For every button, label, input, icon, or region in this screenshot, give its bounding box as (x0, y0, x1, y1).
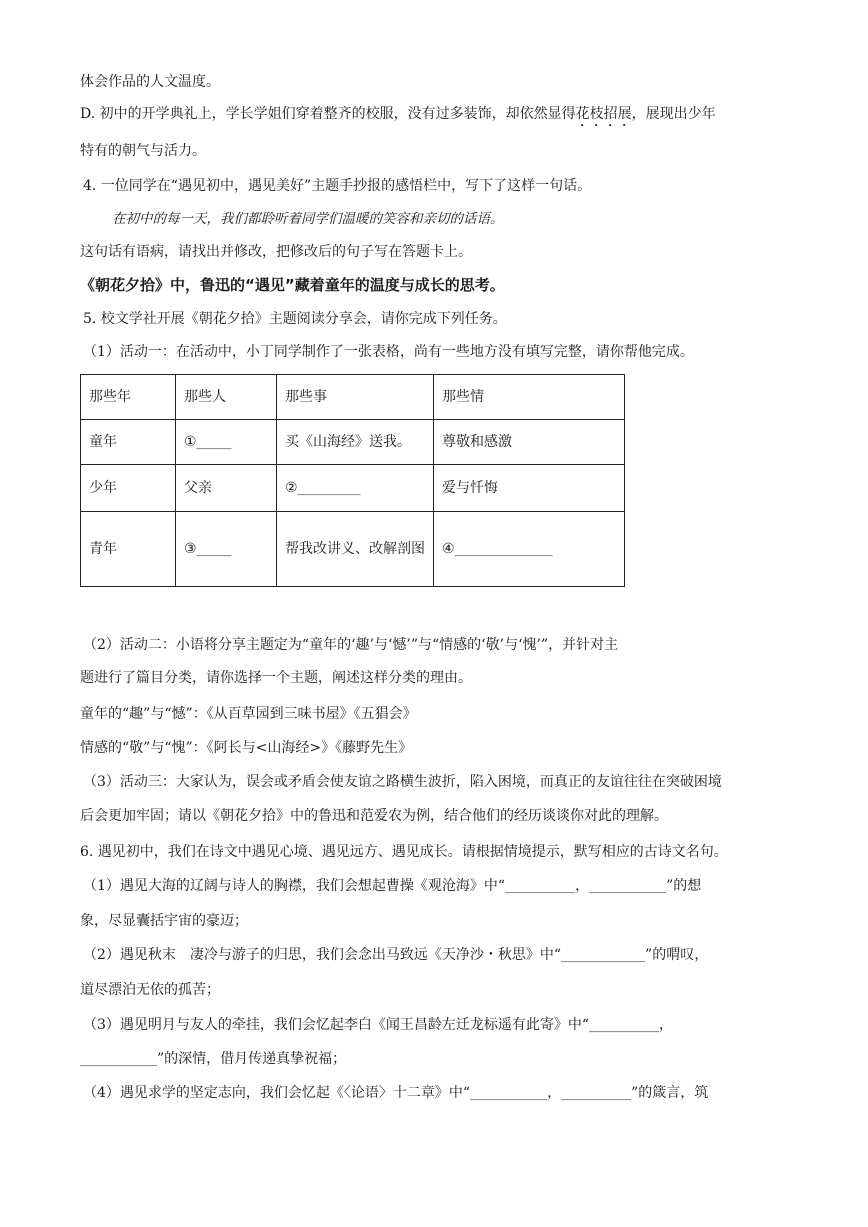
table-row (81, 420, 625, 465)
table-cell: 尊敬和感激 (434, 420, 625, 465)
table-header-cell: 那些人 (176, 375, 277, 420)
table-cell-blank-2: ②_________ (277, 465, 434, 512)
option-d-line2: 特有的朝气与活力。 (80, 143, 206, 159)
table-cell: 爱与忏悔 (434, 465, 625, 512)
table-cell: 青年 (81, 512, 176, 587)
q4-prompt: 4. 一位同学在“遇见初中，遇见美好”主题手抄报的感悟栏中，写下了这样一句话。 (83, 178, 592, 194)
section-heading: 《朝花夕拾》中，鲁迅的“遇见”藏着童年的温度与成长的思考。 (80, 276, 505, 294)
q6-prompt: 6. 遇见初中，我们在诗文中遇见心境、遇见远方、遇见成长。请根据情境提示，默写相应的古诗文名句。 (80, 844, 728, 860)
q6-p3-line1: （3）遇见明月与友人的牵挂，我们会忆起李白《闻王昌龄左迁龙标遥有此寄》中“__________， (83, 1017, 674, 1033)
activity-table (80, 374, 625, 587)
q4-instruction: 这句话有语病，请找出并修改，把修改后的句子写在答题卡上。 (80, 244, 472, 260)
option-d-after: ，展现出少年 (631, 106, 716, 122)
q5-theme1: 童年的“趣”与“憾”：《从百草园到三味书屋》《五猖会》 (80, 706, 417, 722)
table-header-cell: 那些情 (434, 375, 625, 420)
q6-p2-line1: （2）遇见秋末 凄冷与游子的归思，我们会念出马致远《天净沙・秋思》中“____________”的喟叹， (83, 947, 709, 963)
table-row (81, 512, 625, 587)
q5-theme2: 情感的“敬”与“愧”：《阿长与<山海经>》《藤野先生》 (80, 740, 413, 756)
table-cell: 少年 (81, 465, 176, 512)
option-d-emphasized: 花枝招展 (575, 106, 632, 122)
q6-p1-line2: 象，尽显囊括宇宙的豪迈； (80, 913, 248, 929)
option-d-before: D. 初中的开学典礼上，学长学姐们穿着整齐的校服，没有过多装饰，却依然显得 (80, 106, 576, 122)
q6-p1-line1: （1）遇见大海的辽阔与诗人的胸襟，我们会想起曹操《观沧海》中“__________，___________”的想 (83, 878, 702, 894)
table-header-cell: 那些事 (277, 375, 434, 420)
q6-p2-line2: 道尽漂泊无依的孤苦； (80, 982, 220, 998)
table-cell: 童年 (81, 420, 176, 465)
table-header-row (81, 375, 625, 420)
table-row (81, 465, 625, 512)
q5-activity3-line2: 后会更加牢固；请以《朝花夕拾》中的鲁迅和范爱农为例，结合他们的经历谈谈你对此的理解。 (80, 808, 668, 824)
table-cell-blank-1: ①_____ (176, 420, 277, 465)
q6-p4-line1: （4）遇见求学的坚定志向，我们会忆起《〈论语〉十二章》中“___________，__________”的箴言，筑 (83, 1085, 709, 1101)
table-header-cell: 那些年 (81, 375, 176, 420)
q5-activity3-line1: （3）活动三：大家认为，误会或矛盾会使友谊之路横生波折，陷入困境，而真正的友谊往往在突破困境 (83, 774, 722, 790)
q5-activity2-line2: 题进行了篇目分类，请你选择一个主题，阐述这样分类的理由。 (80, 670, 472, 686)
q5-activity1: （1）活动一：在活动中，小丁同学制作了一张表格，尚有一些地方没有填写完整，请你帮他完成。 (83, 344, 694, 360)
intro-tail: 体会作品的人文温度。 (80, 74, 220, 90)
table-cell: 帮我改讲义、改解剖图 (277, 512, 434, 587)
q6-p3-line2: ___________”的深情，借月传递真挚祝福； (80, 1051, 347, 1067)
q5-prompt: 5. 校文学社开展《朝花夕拾》主题阅读分享会，请你完成下列任务。 (83, 311, 507, 327)
option-d-line1 (80, 104, 788, 130)
table-cell-blank-3: ③_____ (176, 512, 277, 587)
table-cell: 买《山海经》送我。 (277, 420, 434, 465)
q5-activity2-line1: （2）活动二：小语将分享主题定为“童年的‘趣’与‘憾’”与“情感的‘敬’与‘愧’”，并针对主 (83, 637, 619, 653)
table-cell: 父亲 (176, 465, 277, 512)
q4-handwritten-sentence: 在初中的每一天，我们都聆听着同学们温暖的笑容和亲切的话语。 (112, 211, 504, 227)
table-cell-blank-4: ④______________ (434, 512, 625, 587)
